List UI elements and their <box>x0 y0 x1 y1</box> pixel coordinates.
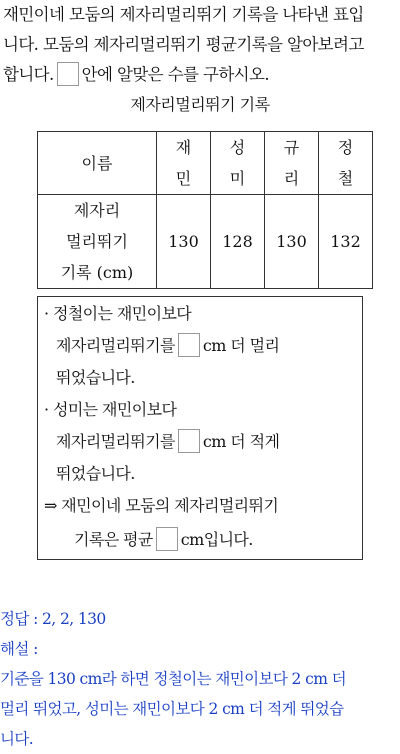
table-header-row <box>38 132 373 195</box>
table-caption: 제자리멀리뛰기 기록 <box>130 95 270 114</box>
explanation-line-2: 멀리 뛰었고, 성미는 재민이보다 2 cm 더 적게 뛰었습 <box>0 700 344 718</box>
problem-line-1: 재민이네 모둠의 제자리멀리뛰기 기록을 나타낸 표입 <box>3 5 364 24</box>
name-char: 재 <box>175 138 192 157</box>
answer-section <box>0 604 400 754</box>
problem-line-3-start: 합니다. <box>3 65 54 84</box>
header-name-jeongcheol <box>319 132 373 195</box>
reasoning-text: cm입니다. <box>180 530 253 549</box>
value-gyuri: 130 <box>265 195 319 289</box>
header-name-jaemin <box>157 132 211 195</box>
problem-line-3-end: 안에 알맞은 수를 구하시오. <box>81 65 269 84</box>
explanation-heading: 해설 : <box>0 640 38 658</box>
record-table <box>37 131 373 289</box>
header-name-label: 이름 <box>38 132 157 195</box>
explanation-line-3: 니다. <box>0 730 34 748</box>
reasoning-line-3: 뛰었습니다. <box>56 368 135 387</box>
problem-line-3 <box>3 60 399 90</box>
name-char: 정 <box>337 138 354 157</box>
name-char: 규 <box>283 138 300 157</box>
name-char: 성 <box>229 138 246 157</box>
table-data-row <box>38 195 373 289</box>
name-char: 민 <box>175 169 192 188</box>
reasoning-text: 제자리멀리뛰기를 <box>56 432 175 451</box>
reasoning-line-5 <box>56 427 279 457</box>
header-name-gyuri <box>265 132 319 195</box>
reasoning-line-1: · 정철이는 재민이보다 <box>44 304 192 323</box>
row-label-line: 멀리뛰기 <box>66 232 128 251</box>
answer-blank-box <box>156 527 178 551</box>
reasoning-line-8 <box>74 525 253 555</box>
row-label <box>38 195 157 289</box>
reasoning-line-6: 뛰었습니다. <box>56 464 135 483</box>
row-label-line: 제자리 <box>73 201 121 220</box>
reasoning-line-7: ⇒ 재민이네 모둠의 제자리멀리뛰기 <box>44 496 279 515</box>
answer-blank-box <box>178 333 200 357</box>
reasoning-line-2 <box>56 331 279 361</box>
row-label-line: 기록 (cm) <box>60 263 134 282</box>
reasoning-text: 기록은 평균 <box>74 530 153 549</box>
problem-line-2: 니다. 모둠의 제자리멀리뛰기 평균기록을 알아보려고 <box>3 35 364 54</box>
reasoning-line-4: · 성미는 재민이보다 <box>44 400 177 419</box>
value-jeongcheol: 132 <box>319 195 373 289</box>
problem-statement <box>3 0 399 90</box>
name-char: 미 <box>229 169 246 188</box>
value-seongmi: 128 <box>211 195 265 289</box>
value-jaemin: 130 <box>157 195 211 289</box>
name-char: 리 <box>283 169 300 188</box>
reasoning-text: cm 더 적게 <box>202 432 280 451</box>
explanation-line-1: 기준을 130 cm라 하면 정철이는 재민이보다 2 cm 더 <box>0 670 346 688</box>
answer-blank-box <box>57 62 79 86</box>
answer-line: 정답 : 2, 2, 130 <box>0 610 106 628</box>
name-char: 철 <box>337 169 354 188</box>
header-name-seongmi <box>211 132 265 195</box>
reasoning-text: 제자리멀리뛰기를 <box>56 336 175 355</box>
reasoning-text: cm 더 멀리 <box>202 336 280 355</box>
reasoning-box <box>37 296 363 560</box>
answer-blank-box <box>178 429 200 453</box>
